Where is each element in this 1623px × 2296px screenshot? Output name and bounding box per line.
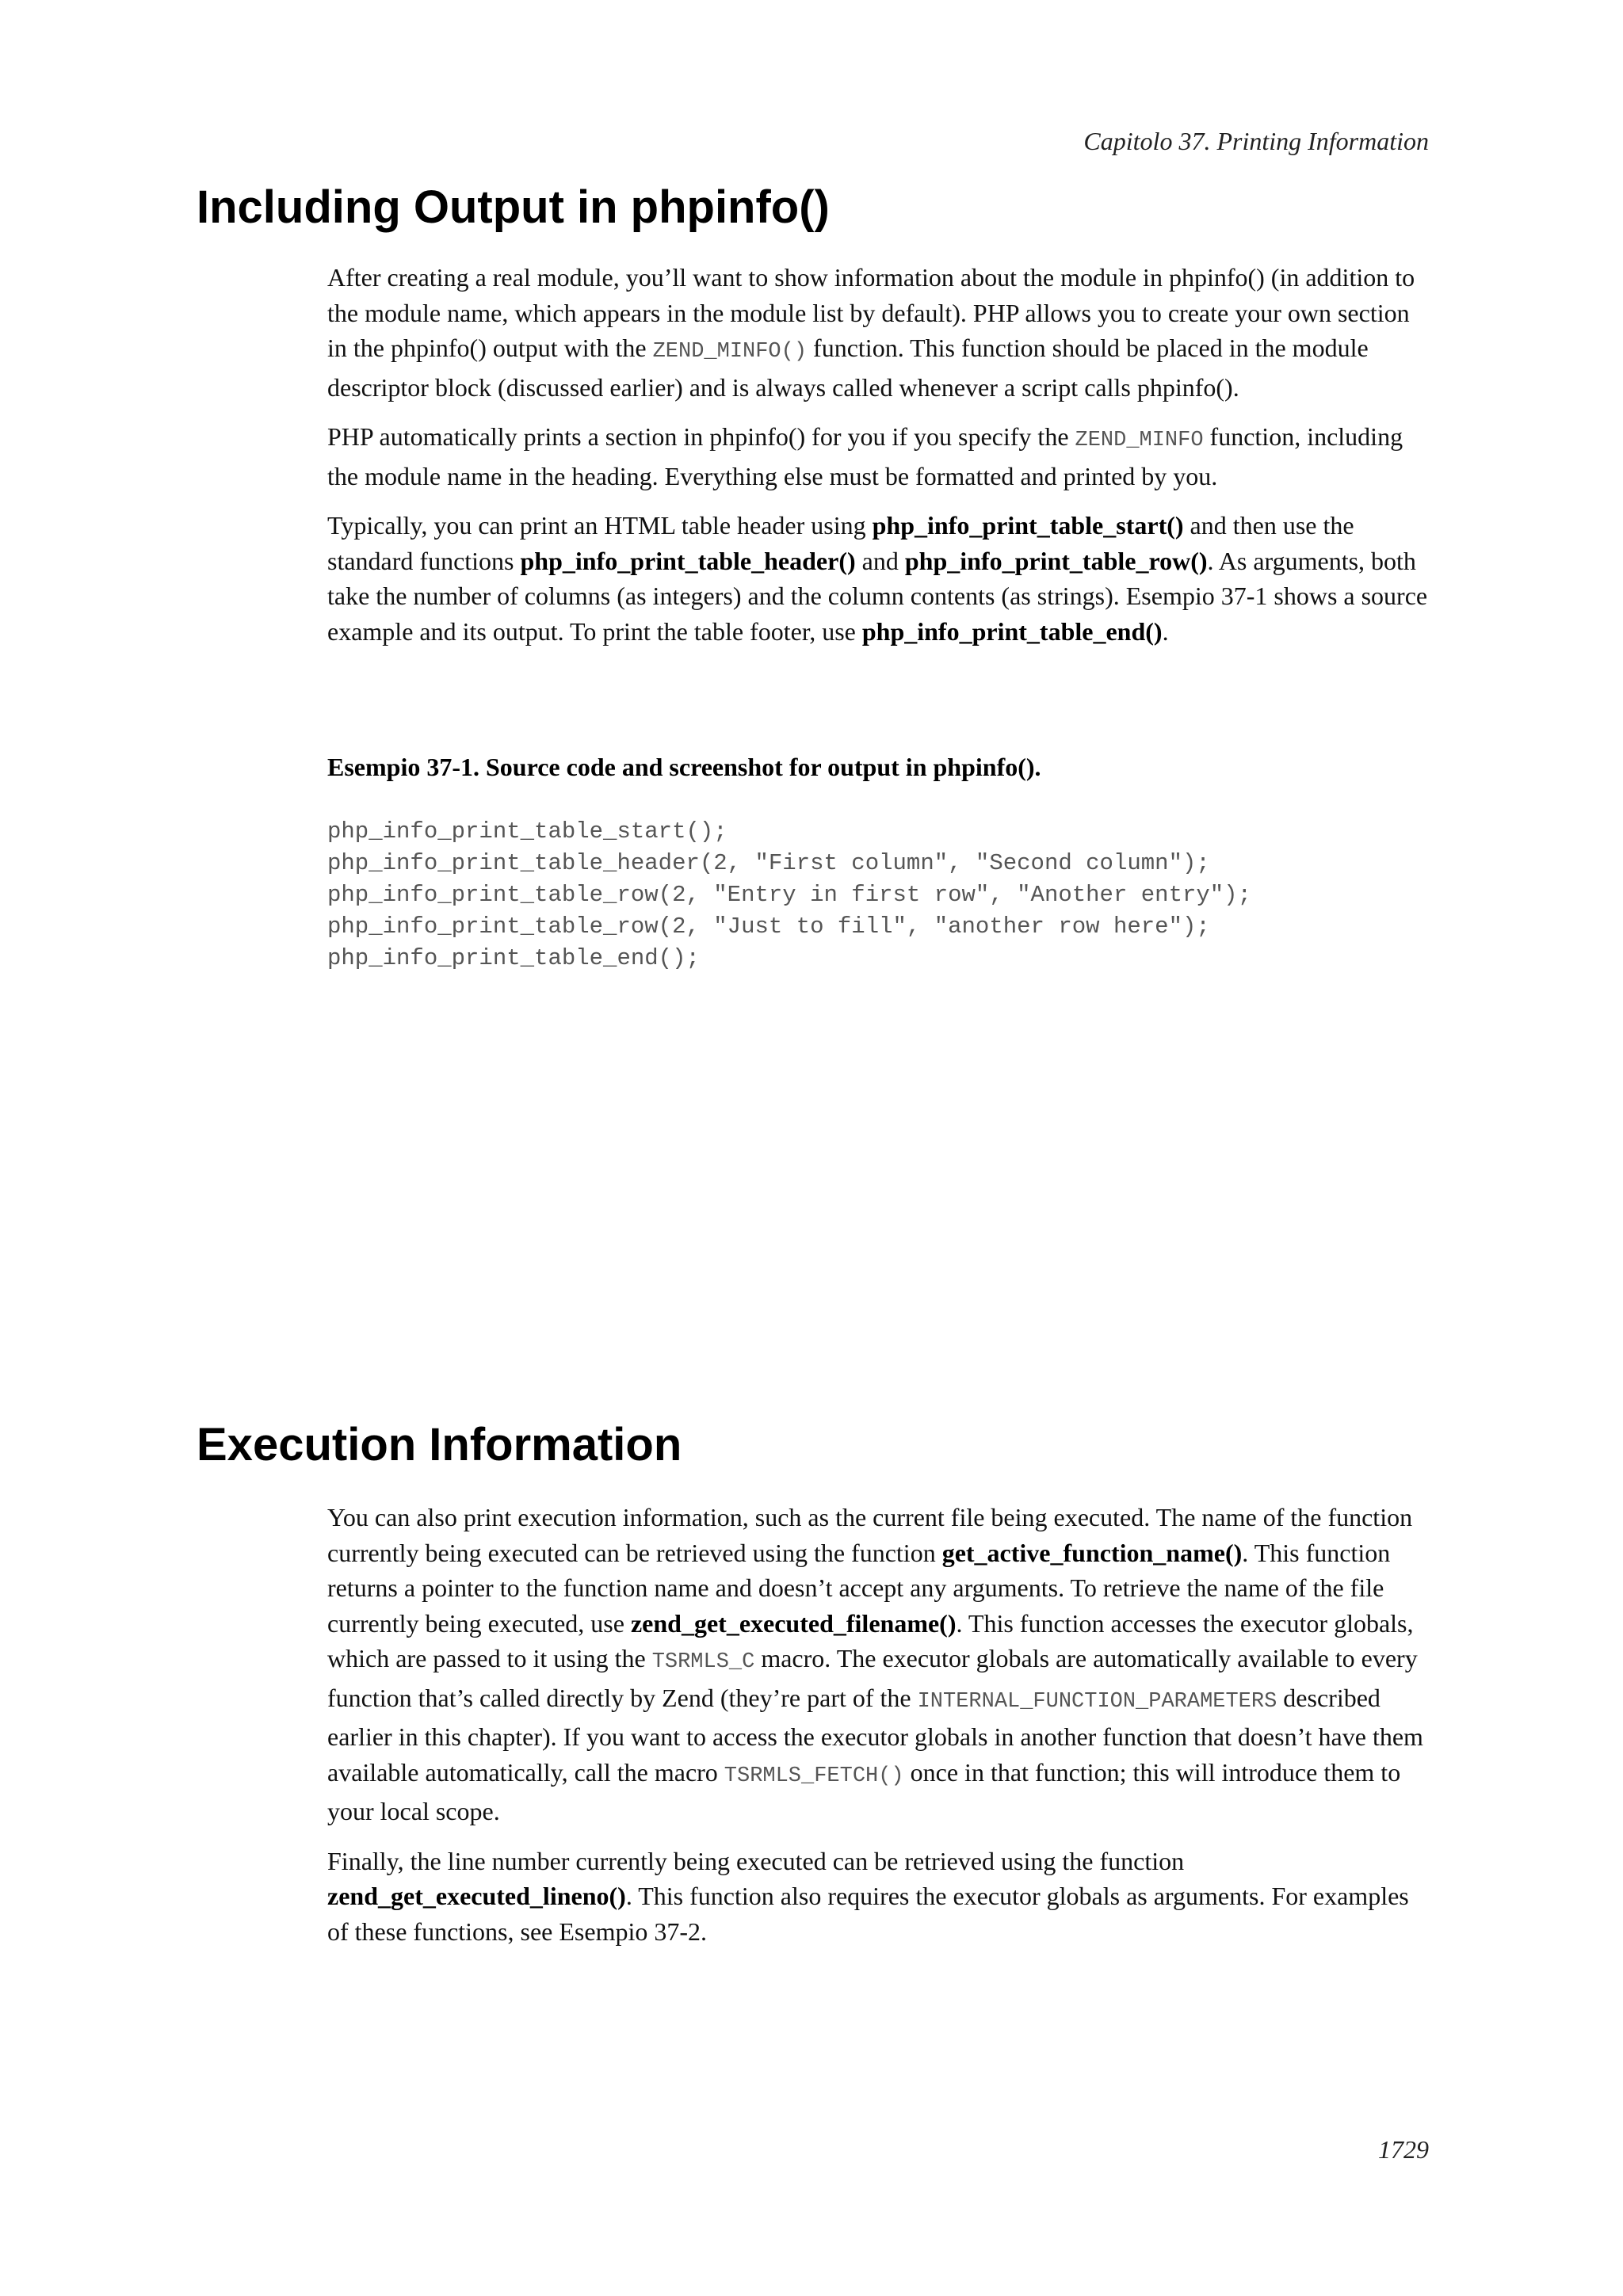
- paragraph: PHP automatically prints a section in phpinfo() for you if you specify the ZEND_MINFO function, including the module name in the heading. Everything else must be formatted and printed by you.: [327, 422, 1403, 490]
- inline-code: TSRMLS_FETCH(): [724, 1764, 904, 1788]
- inline-code: TSRMLS_C: [651, 1650, 755, 1674]
- section-heading-phpinfo-output: Including Output in phpinfo(): [197, 181, 830, 233]
- running-header: Capitolo 37. Printing Information: [1083, 127, 1429, 155]
- code-block: [327, 816, 1251, 974]
- example-title: Esempio 37-1. Source code and screenshot for output in phpinfo().: [327, 753, 1041, 781]
- function-name: php_info_print_table_end(): [861, 616, 1163, 646]
- inline-code: INTERNAL_FUNCTION_PARAMETERS: [917, 1689, 1277, 1714]
- function-name: php_info_print_table_start(): [872, 511, 1184, 540]
- function-name: get_active_function_name(): [941, 1538, 1243, 1567]
- code-line: php_info_print_table_row(2, "Entry in first row", "Another entry");: [327, 882, 1251, 908]
- code-line: php_info_print_table_start();: [327, 818, 727, 845]
- function-name: php_info_print_table_row(): [904, 546, 1208, 575]
- page-number: 1729: [1378, 2135, 1429, 2164]
- paragraph: After creating a real module, you’ll want to show information about the module in phpinfo() (in addition to the module name, which appears in the module list by default). PHP allows you to create your own section in the phpinfo() output with the ZEND_MINFO() function. This function should be placed in the module descriptor block (discussed earlier) and is always called whenever a script calls phpinfo().: [327, 263, 1415, 402]
- paragraph: You can also print execution information, such as the current file being executed. The name of the function currently being executed can be retrieved using the function get_active_function_name(). This function returns a pointer to the function name and doesn’t accept any arguments. To retrieve the name of the file currently being executed, use zend_get_executed_filename(). This function accesses the executor globals, which are passed to it using the TSRMLS_C macro. The executor globals are automatically available to every function that’s called directly by Zend (they’re part of the INTERNAL_FUNCTION_PARAMETERS described earlier in this chapter). If you want to access the executor globals in another function that doesn’t have them available automatically, call the macro TSRMLS_FETCH() once in that function; this will introduce them to your local scope.: [327, 1503, 1423, 1825]
- paragraph: Typically, you can print an HTML table header using php_info_print_table_start() and then use the standard functions php_info_print_table_header() and php_info_print_table_row(). As arguments, both take the number of columns (as integers) and the column contents (as strings). Esempio 37-1 shows a source example and its output. To print the table footer, use php_info_print_table_end().: [327, 511, 1428, 646]
- inline-code: ZEND_MINFO: [1075, 429, 1204, 452]
- section1-body: [327, 260, 1430, 663]
- inline-code: ZEND_MINFO(): [652, 340, 808, 364]
- code-line: php_info_print_table_end();: [327, 945, 700, 971]
- section-heading-execution-information: Execution Information: [197, 1419, 682, 1470]
- paragraph: Finally, the line number currently being executed can be retrieved using the function zend_get_executed_lineno(). This function also requires the executor globals as arguments. For examples of these functions, see Esempio 37-2.: [327, 1846, 1409, 1946]
- function-name: zend_get_executed_lineno(): [327, 1882, 626, 1910]
- function-name: zend_get_executed_filename(): [630, 1608, 957, 1638]
- function-name: php_info_print_table_header(): [520, 546, 856, 575]
- code-line: php_info_print_table_header(2, "First column", "Second column");: [327, 850, 1210, 876]
- code-line: php_info_print_table_row(2, "Just to fill", "another row here");: [327, 913, 1210, 940]
- section2-body: [327, 1500, 1430, 1963]
